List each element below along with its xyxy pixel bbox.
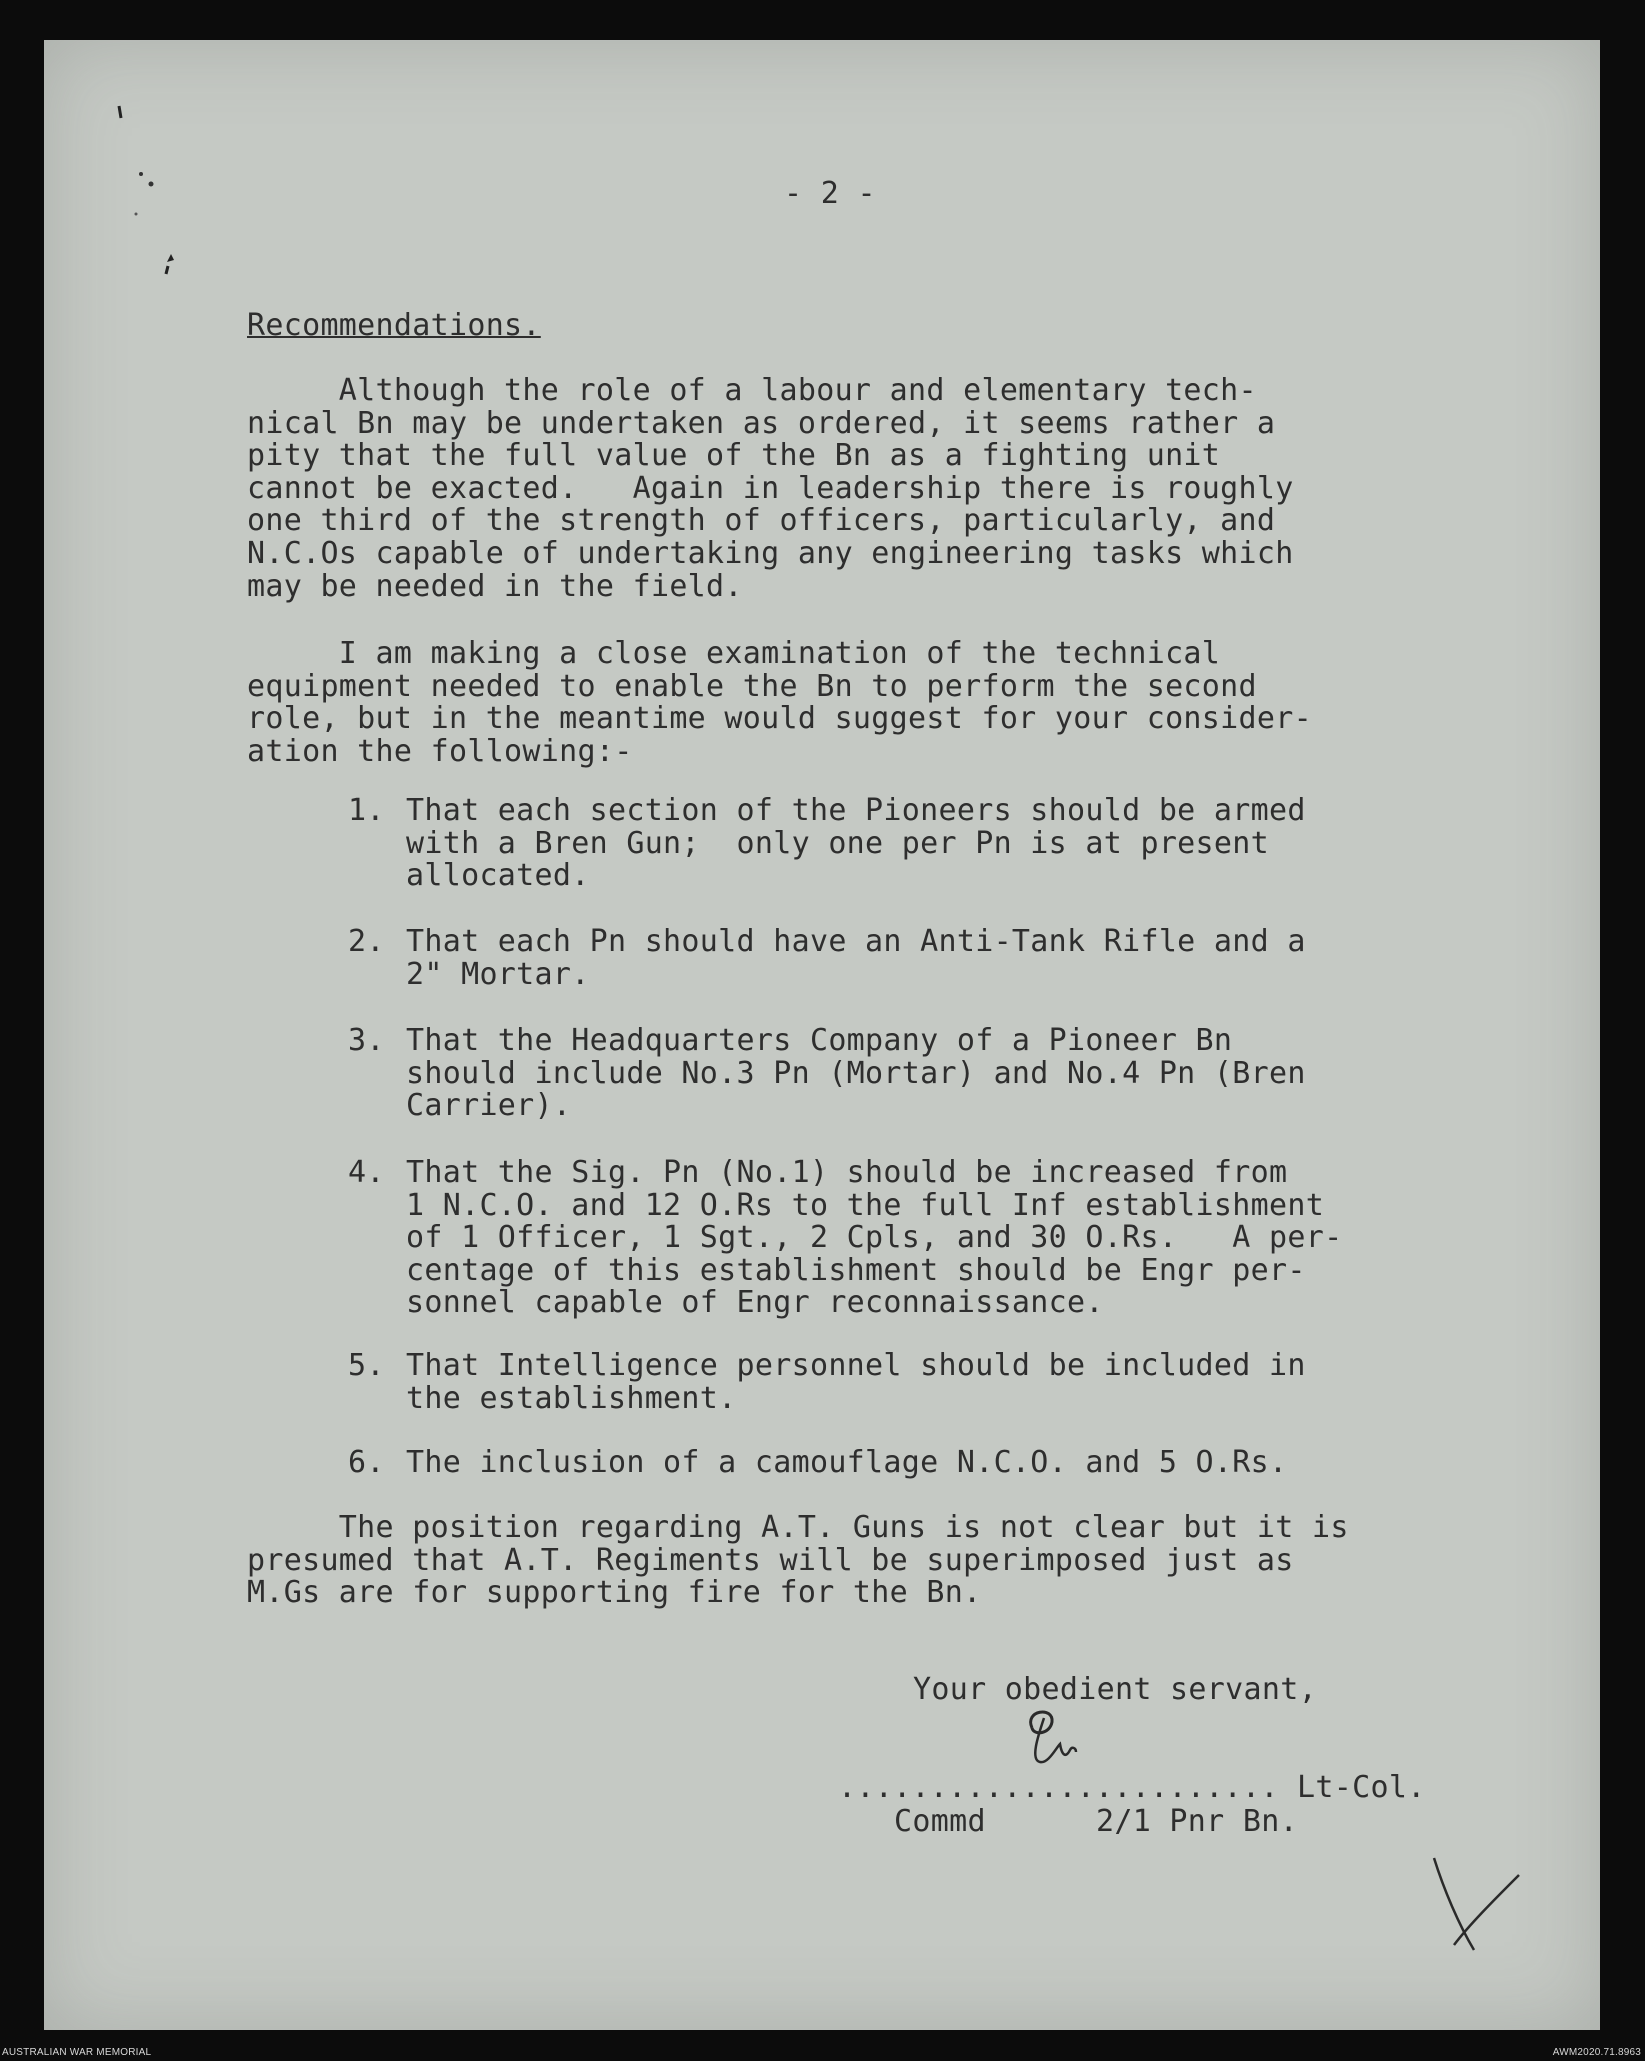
section-heading: Recommendations.	[247, 308, 541, 343]
archive-reference: AWM2020.71.8963	[1552, 2047, 1641, 2058]
item-number: 6.	[348, 1445, 385, 1480]
handwritten-signature	[1004, 1700, 1114, 1784]
item-number: 3.	[348, 1023, 385, 1058]
handwritten-x-mark	[1414, 1850, 1534, 1964]
page-number: - 2 -	[784, 176, 876, 211]
paragraph: Although the role of a labour and elementary tech- nical Bn may be undertaken as ordered, it seems rather a pity that the full value of the Bn as a fighting unit cannot be exacted. Again in leadership there is roughly one third of the strength of officers, particularly, and N.C.Os capable of undertaking any engineering tasks which may be needed in the field.	[247, 373, 1294, 604]
item-number: 5.	[348, 1348, 385, 1383]
recommendation-item	[348, 1023, 1306, 1155]
signature-line: ........................ Lt-Col.	[838, 1770, 1426, 1805]
signatory-title: Commd 2/1 Pnr Bn.	[894, 1804, 1298, 1839]
valediction: Your obedient servant,	[913, 1672, 1317, 1707]
item-text: That each section of the Pioneers should be armed with a Bren Gun; only one per Pn is at present allocated.	[406, 793, 1306, 894]
item-number: 4.	[348, 1155, 385, 1190]
item-text: That Intelligence personnel should be included in the establishment.	[406, 1348, 1306, 1416]
item-number: 1.	[348, 793, 385, 828]
recommendation-item	[348, 1155, 1343, 1321]
paragraph: I am making a close examination of the technical equipment needed to enable the Bn to perform the second role, but in the meantime would suggest for your consider- ation the following:-	[247, 636, 1312, 769]
item-text: That the Headquarters Company of a Pioneer Bn should include No.3 Pn (Mortar) and No.4 Pn (Bren Carrier).	[406, 1023, 1306, 1124]
item-text: That the Sig. Pn (No.1) should be increased from 1 N.C.O. and 12 O.Rs to the full Inf establishment of 1 Officer, 1 Sgt., 2 Cpls, and 30 O.Rs. A per- centage of this establishment should be Engr per- sonnel capable of Engr reconnaissance.	[406, 1155, 1343, 1321]
document-page	[44, 40, 1600, 2030]
recommendation-item	[348, 793, 1306, 925]
item-text: The inclusion of a camouflage N.C.O. and 5 O.Rs.	[406, 1445, 1288, 1480]
typed-letter-body	[44, 40, 1600, 2030]
item-number: 2.	[348, 924, 385, 959]
closing-paragraph: The position regarding A.T. Guns is not clear but it is presumed that A.T. Regiments will be superimposed just as M.Gs are for supporting fire for the Bn.	[247, 1510, 1349, 1611]
archive-credit: AUSTRALIAN WAR MEMORIAL	[2, 2047, 152, 2058]
item-text: That each Pn should have an Anti-Tank Rifle and a 2" Mortar.	[406, 924, 1306, 992]
